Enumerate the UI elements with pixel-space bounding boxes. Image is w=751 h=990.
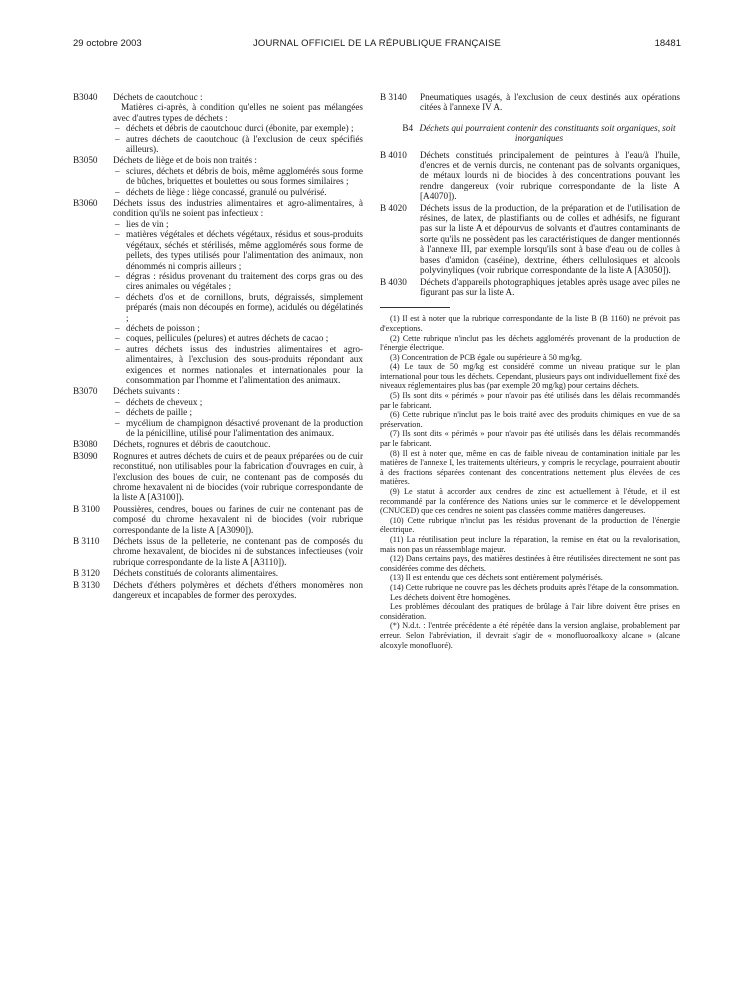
footnote: (9) Le statut à accorder aux cendres de zinc est actuellement à l'étude, et il est recommandé par la conférence des Nations unies sur le commerce et le développement (CNUCED) que ces cendres ne soient pas classées comme matières dangereuses. <box>380 487 680 516</box>
footnote: (4) Le taux de 50 mg/kg est considéré comme un niveau pratique sur le plan international pour tous les déchets. Cependant, plusieurs pays ont individuellement fixé des niveaux réglementaires plus bas (par exemple 20 mg/kg) pour certains déchets. <box>380 362 680 391</box>
entry-text: Déchets d'appareils photographiques jetables après usage avec piles ne figurant pas sur la liste A. <box>420 276 680 297</box>
entry-text: Déchets d'éthers polymères et déchets d'éthers monomères non dangereux et incapables de former des peroxydes. <box>113 579 363 601</box>
entry-b3100 <box>73 504 363 535</box>
entry-intro: Matières ci-après, à condition qu'elles ne soient pas mélangées avec d'autres types de déchets : <box>113 102 363 123</box>
footnote: (14) Cette rubrique ne couvre pas les déchets produits après l'étape de la consommation. <box>390 582 679 592</box>
footnote: (2) Cette rubrique n'inclut pas les déchets agglomérés provenant de la production de l'énergie électrique. <box>380 333 680 353</box>
entry-code: B3080 <box>73 439 98 450</box>
entry-text: Rognures et autres déchets de cuirs et de peaux préparées ou de cuir reconstitué, non utilisables pour la fabrication d'ouvrages en cuir, à l'exclusion des boues de cuir, ne contenant pas de composés du chrome hexavalent ni de biocides (voir rubrique correspondante de la liste A [A3100]). <box>113 450 364 503</box>
list-item: – matières végétales et déchets végétaux, résidus et sous-produits végétaux, séchés et stérilisés, même agglomérés sous forme de pellets, des types utilisés pour l'alimentation des animaux, non dénommés ni compris ailleurs ; <box>113 229 363 271</box>
entry-text: Poussières, cendres, boues ou farines de cuir ne contenant pas de composé du chrome hexavalent ni de biocides (voir rubrique correspondante de la liste A [A3090]). <box>113 503 363 535</box>
footnote: (5) Ils sont dits « périmés » pour n'avoir pas été utilisés dans les délais recommandés par le fabricant. <box>380 391 680 410</box>
entry-list <box>113 166 363 197</box>
list-item: – déchets de cheveux ; <box>113 397 363 407</box>
page-number: 18481 <box>654 38 681 49</box>
entry-text: Déchets constitués de colorants alimentaires. <box>113 568 279 579</box>
list-item: – déchets de paille ; <box>113 407 363 417</box>
entry-code: B 4010 <box>380 149 407 160</box>
list-item: – dégras : résidus provenant du traitement des corps gras ou des cires animales ou végétales ; <box>113 271 363 292</box>
entry-text: Déchets constitués principalement de peintures à l'eau/à l'huile, d'encres et de vernis durcis, ne contenant pas de solvants organiques, de métaux lourds ni de biocides à des concentrations pouvant les rendre dangereux (voir rubrique correspondante de la liste A [A4070]). <box>420 149 680 202</box>
entry-list <box>113 397 363 439</box>
entry-code: B3040 <box>73 92 98 102</box>
list-item: – autres déchets issus des industries alimentaires et agro-alimentaires, à l'exclusion des sous-produits répondant aux exigences et normes nationales et internationales pour la consommation par l'homme et l'alimentation des animaux. <box>113 344 363 386</box>
entry-b4020 <box>380 203 680 276</box>
publication-date: 29 octobre 2003 <box>73 38 142 49</box>
list-item: – mycélium de champignon désactivé provenant de la production de la pénicilline, utilisé pour l'alimentation des animaux. <box>113 418 363 439</box>
entry-text: Déchets issus de la production, de la préparation et de l'utilisation de résines, de latex, de plastifiants ou de colles et adhésifs, ne figurant pas sur la liste A et dépourvus de solvants et d'autres contaminants de sorte qu'ils ne possèdent pas les caractéristiques de danger mentionnés à l'annexe III, par exemple lorsqu'ils sont à base d'eau ou de colles à bases d'amidon (caséine), dextrine, éthers cellulosiques et alcools polyvinyliques (voir rubrique correspondante de la liste A [A3050]). <box>420 202 680 276</box>
entry-text: Pneumatiques usagés, à l'exclusion de ceux destinés aux opérations citées à l'annexe IV A. <box>420 92 680 113</box>
entry-b3080 <box>73 439 363 449</box>
footnote: (13) Il est entendu que ces déchets sont entièrement polymérisés. <box>390 573 603 583</box>
entry-code: B 3140 <box>380 92 407 102</box>
left-column <box>73 92 363 602</box>
entry-list <box>113 123 363 154</box>
footnote-divider <box>380 307 450 308</box>
entry-title: Déchets de liège et de bois non traités : <box>113 155 257 166</box>
entry-title: Déchets de caoutchouc : <box>113 92 203 102</box>
page-header <box>73 38 681 52</box>
list-item: – déchets et débris de caoutchouc durci (ébonite, par exemple) ; <box>113 123 363 133</box>
entry-title: Déchets issus des industries alimentaires et agro-alimentaires, à condition qu'ils ne soient pas infectieux : <box>113 198 363 219</box>
footnote: Les problèmes découlant des pratiques de brûlage à l'air libre doivent être prises en considération. <box>380 602 680 621</box>
footnote: (1) Il est à noter que la rubrique correspondante de la liste B (B 1160) ne prévoit pas d'exceptions. <box>380 314 680 333</box>
entry-list <box>113 219 363 386</box>
footnote: (10) Cette rubrique n'inclut pas les résidus provenant de la production de l'énergie électrique. <box>380 515 680 535</box>
entry-text: Déchets issus de la pelleterie, ne contenant pas de composés du chrome hexavalent, de biocides ni de substances infectieuses (voir rubrique correspondante de la liste A [A3110]). <box>113 536 363 567</box>
entry-code: B3050 <box>73 155 98 166</box>
entry-code: B 4020 <box>380 202 407 213</box>
entry-code: B 3130 <box>73 579 100 590</box>
entry-title: Déchets suivants : <box>113 386 180 397</box>
entry-b3070 <box>73 386 363 438</box>
footnote: (7) Ils sont dits « périmés » pour n'avoir pas été utilisés dans les délais recommandés par le fabricant. <box>380 429 680 449</box>
entry-b3040 <box>73 92 363 154</box>
section-number: B4 <box>402 122 414 133</box>
entry-text: Déchets, rognures et débris de caoutchouc. <box>113 439 271 450</box>
list-item: – autres déchets de caoutchouc (à l'exclusion de ceux spécifiés ailleurs). <box>113 134 363 155</box>
list-item: – lies de vin ; <box>113 219 363 229</box>
footnote: (12) Dans certains pays, des matières destinées à être réutilisées directement ne sont pas considérées comme des déchets. <box>380 554 680 573</box>
entry-code: B 3110 <box>73 536 100 547</box>
footnote: (8) Il est à noter que, même en cas de faible niveau de contamination initiale par les matières de l'annexe I, les traitements ultérieurs, y compris le recyclage, pourraient aboutir à des fractions séparées contenant des concentrations nettement plus élevées de ces matières. <box>380 448 680 487</box>
section-heading-b4 <box>380 123 680 144</box>
entry-b4010 <box>380 150 680 202</box>
entry-b4030 <box>380 277 680 298</box>
list-item: – coques, pellicules (pelures) et autres déchets de cacao ; <box>113 333 363 343</box>
footnote: Les déchets doivent être homogènes. <box>390 592 511 602</box>
entry-code: B3060 <box>73 198 98 209</box>
entry-code: B 4030 <box>380 276 407 287</box>
entry-b3110 <box>73 536 363 567</box>
list-item: – déchets de poisson ; <box>113 323 363 333</box>
entry-b3120 <box>73 568 363 578</box>
section-title: Déchets qui pourraient contenir des constituants soit organiques, soit inorganiques <box>419 122 676 144</box>
footnote: (11) La réutilisation peut inclure la réparation, la remise en état ou la revalorisation, mais non pas un réassemblage majeur. <box>380 534 680 554</box>
list-item: – déchets de liège : liège concassé, granulé ou pulvérisé. <box>113 187 363 197</box>
entry-code: B 3100 <box>73 503 100 514</box>
entry-b3050 <box>73 155 363 197</box>
entry-b3060 <box>73 198 363 385</box>
footnotes <box>380 314 680 650</box>
entry-b3090 <box>73 451 363 503</box>
entry-b3130 <box>73 580 363 601</box>
journal-title: JOURNAL OFFICIEL DE LA RÉPUBLIQUE FRANÇAISE <box>252 38 502 49</box>
footnote-translator-note: (*) N.d.t. : l'entrée précédente a été répétée dans la version anglaise, probablement par erreur. Selon l'abréviation, il devrait s'agir de « monofluoroalkoxy alcane » (alcane alcoxyle monofluoré). <box>380 621 680 650</box>
entry-code: B3070 <box>73 386 98 397</box>
list-item: – déchets d'os et de cornillons, bruts, dégraissés, simplement préparés (mais non découpés en forme), acidulés ou dégélatinés ; <box>113 292 363 323</box>
footnote: (3) Concentration de PCB égale ou supérieure à 50 mg/kg. <box>390 352 582 362</box>
footnote: (6) Cette rubrique n'inclut pas le bois traité avec des produits chimiques en vue de sa préservation. <box>380 410 680 429</box>
list-item: – sciures, déchets et débris de bois, même agglomérés sous forme de bûches, briquettes et boulettes ou sous formes similaires ; <box>113 166 363 187</box>
entry-code: B 3120 <box>73 568 100 579</box>
entry-code: B3090 <box>73 450 98 461</box>
right-column <box>380 92 680 650</box>
entry-b3140 <box>380 92 680 113</box>
